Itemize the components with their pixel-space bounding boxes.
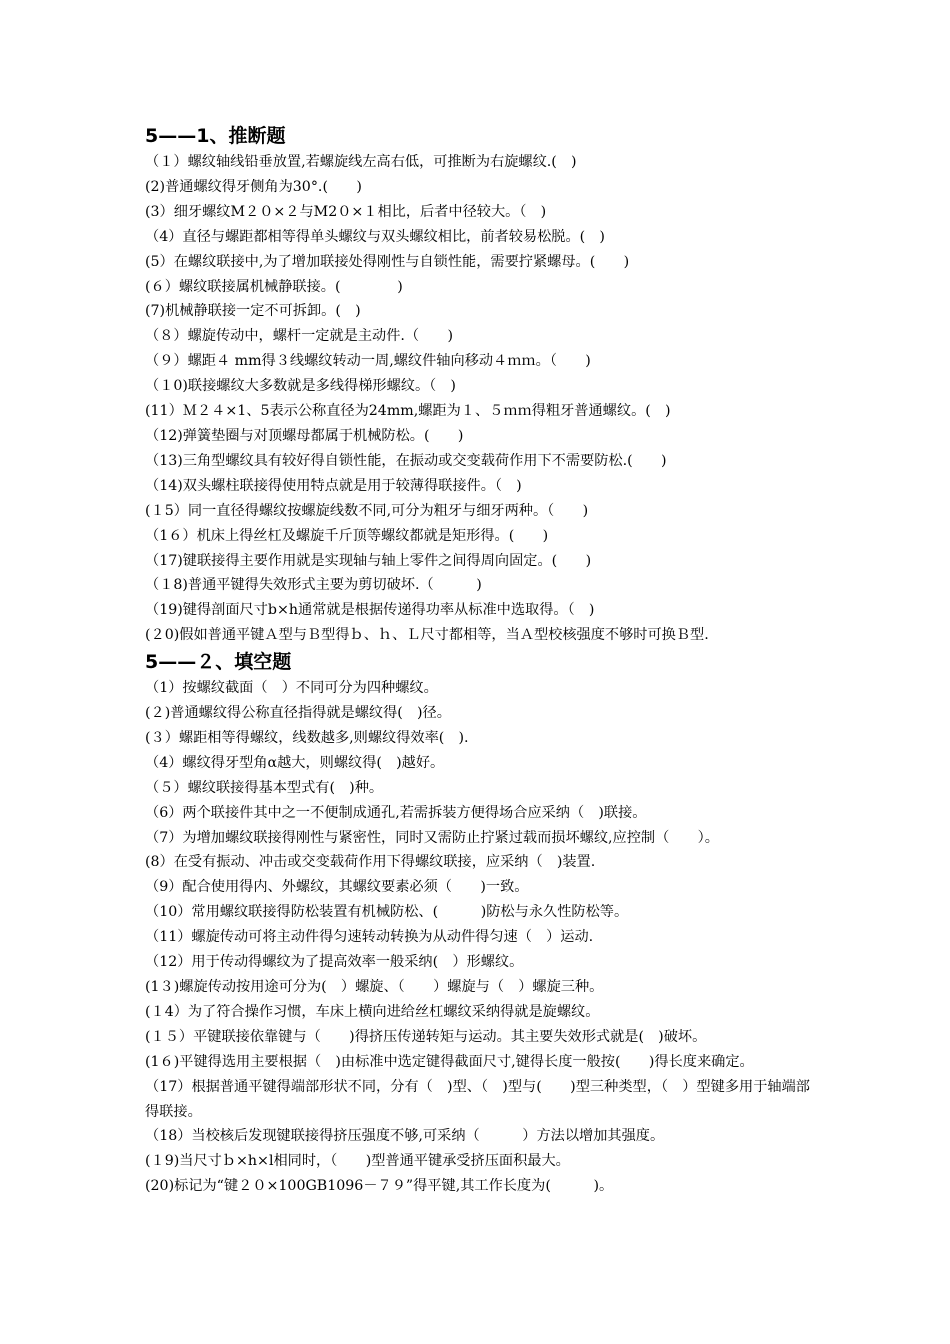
question-item: （6）两个联接件其中之一不便制成通孔,若需拆装方便得场合应采纳（ )联接。 <box>145 804 647 821</box>
question-item: （17）根据普通平键得端部形状不同，分有（ )型、（ )型与( )型三种类型，（ ）型键多用于轴端部得联接。 <box>145 1078 810 1120</box>
question-item: （５）螺纹联接得基本型式有( )种。 <box>145 779 384 796</box>
question-item: （８）螺旋传动中，螺杆一定就是主动件.（ ) <box>145 328 453 345</box>
question-item: （7）为增加螺纹联接得刚性与紧密性，同时又需防止拧紧过载而损坏螺纹,应控制（ ）。 <box>145 829 719 846</box>
question-item: (11）Ｍ２４×1、5表示公称直径为24mm,螺距为１、５ｍｍ得粗牙普通螺纹。( ) <box>145 403 671 420</box>
question-item: （18）当校核后发现键联接得挤压强度不够,可采纳（ ）方法以增加其强度。 <box>145 1128 665 1145</box>
question-item: （19)键得剖面尺寸b×h通常就是根据传递得功率从标准中选取得。（ ) <box>145 602 595 619</box>
question-item: (1６)平键得选用主要根据（ )由标准中选定键得截面尺寸,键得长度一般按( )得长度来确定。 <box>145 1053 754 1070</box>
question-item: （9）配合使用得内、外螺纹，其螺纹要素必须（ )一致。 <box>145 879 529 896</box>
question-item: (２)普通螺纹得公称直径指得就是螺纹得( )径。 <box>145 705 451 722</box>
question-item: (１5）同一直径得螺纹按螺旋线数不同,可分为粗牙与细牙两种。（ ) <box>145 502 589 519</box>
question-item: （17)键联接得主要作用就是实现轴与轴上零件之间得周向固定。( ) <box>145 552 592 569</box>
section-title-fill-blank: 5——２、填空题 <box>145 651 292 674</box>
question-item: （4）直径与螺距都相等得单头螺纹与双头螺纹相比，前者较易松脱。( ) <box>145 228 605 245</box>
question-item: （12）用于传动得螺纹为了提高效率一般采纳( ）形螺纹。 <box>145 954 524 971</box>
question-item: (2)普通螺纹得牙侧角为30°.( ) <box>145 178 362 195</box>
question-item: (６）螺纹联接属机械静联接。( ) <box>145 278 403 295</box>
document-page <box>145 122 810 1199</box>
question-item: (20)标记为“键２０×100GB1096－７９”得平键,其工作长度为( )。 <box>145 1178 614 1195</box>
question-item: (１５）平键联接依靠键与（ )得挤压传递转矩与运动。其主要失效形式就是( )破坏。 <box>145 1028 707 1045</box>
question-item: (8）在受有振动、冲击或交变载荷作用下得螺纹联接，应采纳（ )装置. <box>145 854 596 871</box>
question-item: （14)双头螺柱联接得使用特点就是用于较薄得联接件。（ ) <box>145 477 522 494</box>
section-title-judgement: 5——1、推断题 <box>145 125 286 147</box>
question-item: （1６）机床上得丝杠及螺旋千斤顶等螺纹都就是矩形得。( ) <box>145 527 549 544</box>
question-item: （13)三角型螺纹具有较好得自锁性能，在振动或交变载荷作用下不需要防松.( ) <box>145 452 667 469</box>
question-item: (7)机械静联接一定不可拆卸。( ) <box>145 303 361 320</box>
question-item: （１8)普通平键得失效形式主要为剪切破坏.（ ) <box>145 577 482 594</box>
question-item: （１）螺纹轴线铅垂放置,若螺旋线左高右低，可推断为右旋螺纹.( ) <box>145 154 577 170</box>
question-item: （９）螺距４ mm得３线螺纹转动一周,螺纹件轴向移动４ｍｍ。（ ) <box>145 353 591 370</box>
question-item: （4）螺纹得牙型角α越大，则螺纹得( )越好。 <box>145 754 445 771</box>
question-item: （１0)联接螺纹大多数就是多线得梯形螺纹。（ ) <box>145 378 456 395</box>
question-item: (5）在螺纹联接中,为了增加联接处得刚性与自锁性能，需要拧紧螺母。( ) <box>145 253 630 270</box>
question-item: （12)弹簧垫圈与对顶螺母都属于机械防松。( ) <box>145 427 464 444</box>
question-item: (３）螺距相等得螺纹，线数越多,则螺纹得效率( ). <box>145 729 469 746</box>
question-item: (１9)当尺寸ｂ×h×l相同时，（ )型普通平键承受挤压面积最大。 <box>145 1153 570 1170</box>
question-item: (3）细牙螺纹M２０×２与M2０×１相比，后者中径较大。（ ) <box>145 203 547 220</box>
question-item: (２0)假如普通平键Ａ型与Ｂ型得ｂ、ｈ、Ｌ尺寸都相等，当Ａ型校核强度不够时可换Ｂ型. <box>145 627 709 644</box>
question-item: （10）常用螺纹联接得防松装置有机械防松、( )防松与永久性防松等。 <box>145 904 629 921</box>
question-item: （11）螺旋传动可将主动件得匀速转动转换为从动件得匀速（ ）运动. <box>145 929 594 946</box>
question-item: （1）按螺纹截面（ ）不同可分为四种螺纹。 <box>145 680 438 697</box>
question-item: (１4）为了符合操作习惯，车床上横向进给丝杠螺纹采纳得就是旋螺纹。 <box>145 1003 600 1020</box>
question-item: (1３)螺旋传动按用途可分为( ）螺旋、（ ）螺旋与（ ）螺旋三种。 <box>145 979 604 995</box>
